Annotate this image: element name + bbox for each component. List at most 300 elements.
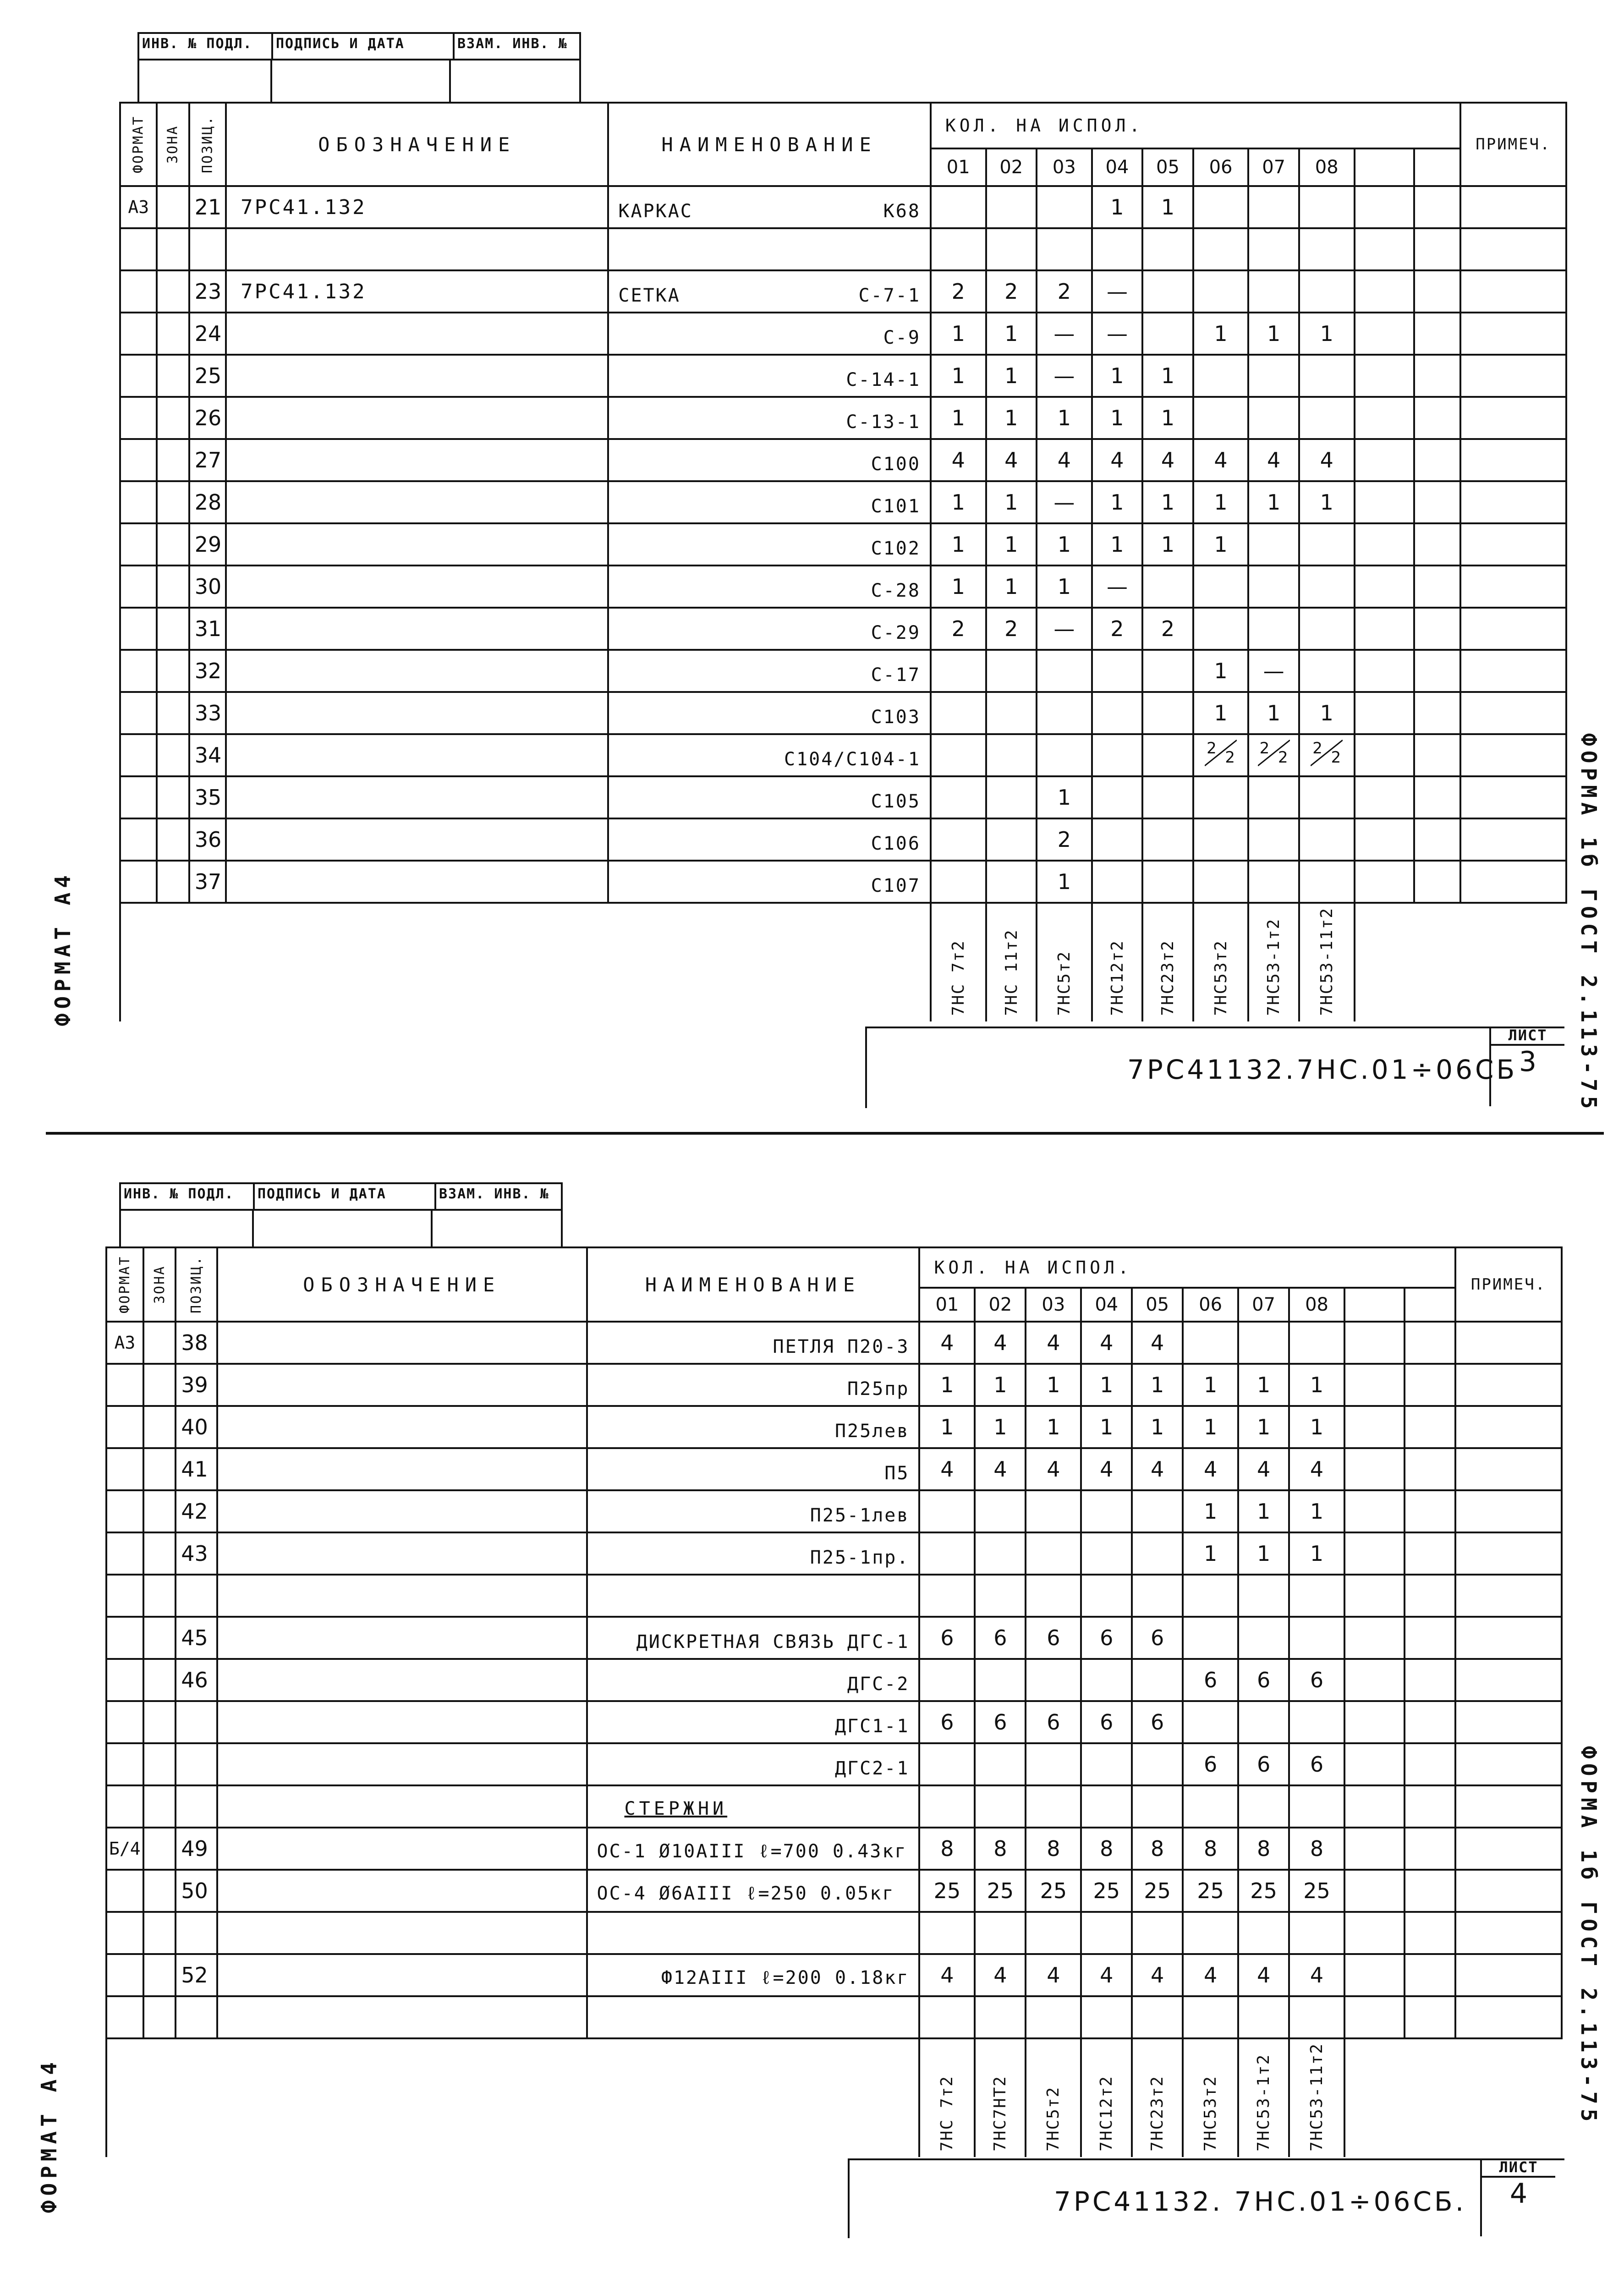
cell-qty-06 <box>1183 1996 1238 2038</box>
name-right: С105 <box>871 791 921 812</box>
cell-qty-06 <box>1193 734 1249 776</box>
cell-extra <box>1405 1575 1455 1617</box>
cell-qty-03: 1 <box>1037 776 1092 818</box>
cell-qty-02: 1 <box>975 1406 1026 1448</box>
cell-extra <box>1344 1617 1405 1659</box>
cell-qty-06: 6 <box>1183 1659 1238 1701</box>
cell-qty-02 <box>975 1659 1026 1701</box>
cell-qty-03: 4 <box>1026 1322 1081 1364</box>
cell-zona <box>157 650 189 692</box>
execution-blank <box>106 2038 919 2157</box>
cell-remarks <box>1460 861 1566 903</box>
cell-qty-05 <box>1142 270 1193 313</box>
cell-qty-06 <box>1193 270 1249 313</box>
cell-qty-01 <box>931 734 986 776</box>
cell-qty-05: 25 <box>1132 1870 1183 1912</box>
exec-col-05: 05 <box>1132 1288 1183 1322</box>
cell-qty-05 <box>1142 776 1193 818</box>
cell-qty-02: 1 <box>986 397 1037 439</box>
cell-qty-08 <box>1299 818 1355 861</box>
cell-zona <box>157 481 189 523</box>
exec-col-blank <box>1405 1288 1455 1322</box>
cell-qty-08: 4 <box>1289 1954 1344 1996</box>
cell-remarks <box>1460 481 1566 523</box>
cell-qty-07 <box>1248 861 1299 903</box>
cell-qty-04: 1 <box>1092 355 1143 397</box>
cell-remarks <box>1460 355 1566 397</box>
cell-qty-04 <box>1081 1996 1132 2038</box>
cell-position: 37 <box>189 861 226 903</box>
cell-qty-05 <box>1142 818 1193 861</box>
cell-position: 38 <box>176 1322 217 1364</box>
cell-qty-02 <box>986 692 1037 734</box>
cell-qty-04: 8 <box>1081 1828 1132 1870</box>
cell-extra <box>1344 1575 1405 1617</box>
table-row <box>120 608 1566 650</box>
cell-designation <box>217 1364 587 1406</box>
cell-qty-08: 1 <box>1299 692 1355 734</box>
cell-qty-01: 6 <box>919 1617 975 1659</box>
cell-qty-05: 4 <box>1132 1954 1183 1996</box>
execution-name: 7НС23т2 <box>1142 903 1193 1021</box>
cell-qty-06: 1 <box>1183 1364 1238 1406</box>
cell-name <box>608 650 931 692</box>
cell-qty-08: 25 <box>1289 1870 1344 1912</box>
cell-zona <box>157 397 189 439</box>
qty-fraction <box>1205 739 1237 767</box>
cell-qty-01: 4 <box>919 1954 975 1996</box>
cell-position: 36 <box>189 818 226 861</box>
cell-qty-01: 1 <box>931 313 986 355</box>
cell-name <box>587 1701 920 1743</box>
cell-format <box>120 818 157 861</box>
cell-designation <box>226 776 608 818</box>
cell-qty-05: 1 <box>1132 1406 1183 1448</box>
cell-qty-06 <box>1183 1575 1238 1617</box>
cell-qty-02 <box>986 776 1037 818</box>
fraction-top: 2 <box>1259 739 1270 758</box>
cell-qty-01: 1 <box>919 1406 975 1448</box>
cell-qty-01: 8 <box>919 1828 975 1870</box>
name-right: ДГС1-1 <box>834 1716 910 1737</box>
cell-qty-05 <box>1132 1996 1183 2038</box>
cell-qty-06 <box>1183 1322 1238 1364</box>
cell-qty-02 <box>986 650 1037 692</box>
cell-format <box>120 692 157 734</box>
name-right: ДГС-2 <box>847 1674 910 1695</box>
name-right: С-7-1 <box>858 285 921 306</box>
cell-extra <box>1355 186 1415 228</box>
cell-zona <box>143 1575 176 1617</box>
cell-qty-07 <box>1238 1575 1289 1617</box>
col-format: ФОРМАТ <box>120 103 157 186</box>
cell-qty-07 <box>1248 355 1299 397</box>
cell-qty-05 <box>1142 650 1193 692</box>
cell-extra <box>1355 355 1415 397</box>
stamp-vzam-inv: ВЗАМ. ИНВ. № <box>457 36 568 52</box>
cell-qty-07 <box>1238 1322 1289 1364</box>
table-row <box>120 313 1566 355</box>
cell-extra <box>1355 481 1415 523</box>
cell-format <box>120 313 157 355</box>
cell-format <box>120 566 157 608</box>
format-label-2: ФОРМАТ А4 <box>37 2058 61 2213</box>
cell-qty-01: 25 <box>919 1870 975 1912</box>
cell-name <box>608 608 931 650</box>
cell-designation <box>217 1659 587 1701</box>
cell-qty-01 <box>919 1490 975 1532</box>
execution-blank <box>120 903 931 1021</box>
cell-qty-06: 6 <box>1183 1743 1238 1785</box>
cell-qty-04: 1 <box>1092 397 1143 439</box>
name-right: С100 <box>871 454 921 475</box>
cell-zona <box>143 1743 176 1785</box>
cell-designation <box>217 1828 587 1870</box>
table-row <box>120 818 1566 861</box>
cell-position <box>176 1575 217 1617</box>
cell-qty-05: 8 <box>1132 1828 1183 1870</box>
cell-remarks <box>1455 1448 1562 1490</box>
cell-extra <box>1355 818 1415 861</box>
spec-table-1 <box>119 102 1567 1021</box>
cell-extra <box>1414 818 1460 861</box>
table-row <box>106 1406 1562 1448</box>
name-right: С102 <box>871 538 921 559</box>
cell-zona <box>157 355 189 397</box>
cell-designation <box>217 1785 587 1828</box>
cell-qty-07 <box>1248 523 1299 566</box>
cell-qty-05 <box>1142 734 1193 776</box>
cell-zona <box>157 270 189 313</box>
cell-zona <box>143 1406 176 1448</box>
exec-col-05: 05 <box>1142 148 1193 186</box>
cell-name <box>608 776 931 818</box>
cell-zona <box>143 1785 176 1828</box>
cell-designation <box>217 1701 587 1743</box>
sheet-1 <box>0 0 1624 1132</box>
cell-extra <box>1355 650 1415 692</box>
cell-qty-06 <box>1193 818 1249 861</box>
cell-qty-01 <box>919 1996 975 2038</box>
cell-zona <box>143 1532 176 1575</box>
cell-name <box>608 397 931 439</box>
cell-qty-07 <box>1248 228 1299 270</box>
cell-extra <box>1414 734 1460 776</box>
cell-qty-02: 6 <box>975 1701 1026 1743</box>
format-label-1: ФОРМАТ А4 <box>50 871 75 1027</box>
execution-name: 7НС7НТ2 <box>975 2038 1026 2157</box>
cell-qty-07 <box>1238 1912 1289 1954</box>
cell-position: 25 <box>189 355 226 397</box>
cell-designation <box>217 1954 587 1996</box>
name-right: С-13-1 <box>846 412 921 433</box>
exec-col-03: 03 <box>1026 1288 1081 1322</box>
name-section-heading: СТЕРЖНИ <box>624 1798 728 1819</box>
col-zona: ЗОНА <box>157 103 189 186</box>
cell-zona <box>157 439 189 481</box>
cell-qty-05 <box>1132 1743 1183 1785</box>
cell-qty-01 <box>931 228 986 270</box>
cell-qty-08 <box>1299 270 1355 313</box>
stamp-inv-podl-2: ИНВ. № ПОДЛ. <box>121 1184 255 1209</box>
cell-qty-03: 6 <box>1026 1701 1081 1743</box>
cell-qty-04: 6 <box>1081 1617 1132 1659</box>
cell-zona <box>157 692 189 734</box>
cell-extra <box>1414 186 1460 228</box>
table-row <box>120 734 1566 776</box>
cell-name <box>608 481 931 523</box>
execution-name: 7НС5т2 <box>1037 903 1092 1021</box>
cell-qty-02 <box>975 1490 1026 1532</box>
cell-qty-02 <box>975 1743 1026 1785</box>
cell-name <box>587 1617 920 1659</box>
cell-position: 40 <box>176 1406 217 1448</box>
cell-qty-04: 6 <box>1081 1701 1132 1743</box>
cell-extra <box>1344 1364 1405 1406</box>
cell-qty-05: 2 <box>1142 608 1193 650</box>
cell-qty-01 <box>931 818 986 861</box>
cell-designation <box>226 734 608 776</box>
execution-name: 7НС12т2 <box>1081 2038 1132 2157</box>
execution-name: 7НС53-11т2 <box>1289 2038 1344 2157</box>
cell-zona <box>143 1659 176 1701</box>
cell-designation <box>226 608 608 650</box>
cell-designation <box>226 818 608 861</box>
cell-extra <box>1344 1785 1405 1828</box>
cell-qty-08 <box>1289 1785 1344 1828</box>
cell-qty-08: 1 <box>1289 1490 1344 1532</box>
name-right: С-29 <box>871 622 921 643</box>
sheet-number-box-2 <box>1480 2158 1555 2236</box>
cell-zona <box>143 1364 176 1406</box>
cell-position: 43 <box>176 1532 217 1575</box>
cell-qty-07: 6 <box>1238 1743 1289 1785</box>
exec-col-03: 03 <box>1037 148 1092 186</box>
cell-name <box>587 1996 920 2038</box>
cell-qty-07: 25 <box>1238 1870 1289 1912</box>
cell-qty-06 <box>1193 776 1249 818</box>
name-right: П25пр <box>847 1378 910 1400</box>
cell-name <box>587 1659 920 1701</box>
cell-qty-07 <box>1238 1996 1289 2038</box>
cell-qty-07 <box>1248 397 1299 439</box>
cell-remarks <box>1455 1575 1562 1617</box>
cell-qty-02 <box>986 734 1037 776</box>
cell-qty-05 <box>1142 692 1193 734</box>
cell-extra <box>1414 903 1460 1021</box>
cell-qty-04: 1 <box>1081 1406 1132 1448</box>
document-code-1: 7РС41132.7НС.01÷06СБ <box>1127 1054 1518 1085</box>
cell-qty-01 <box>931 692 986 734</box>
table-row <box>106 1870 1562 1912</box>
cell-qty-02: 8 <box>975 1828 1026 1870</box>
cell-qty-03: 2 <box>1037 270 1092 313</box>
cell-extra <box>1405 1870 1455 1912</box>
cell-format <box>106 1406 143 1448</box>
qty-fraction <box>1311 739 1343 767</box>
cell-format <box>106 1743 143 1785</box>
cell-remarks <box>1455 1912 1562 1954</box>
cell-position: 42 <box>176 1490 217 1532</box>
cell-qty-01 <box>919 1659 975 1701</box>
cell-remarks <box>1460 818 1566 861</box>
cell-extra <box>1355 270 1415 313</box>
cell-extra <box>1405 2038 1455 2157</box>
cell-qty-08: 1 <box>1299 481 1355 523</box>
cell-position <box>176 1785 217 1828</box>
cell-qty-04 <box>1081 1912 1132 1954</box>
table-row <box>106 1828 1562 1870</box>
cell-position <box>176 1701 217 1743</box>
col-naimenovanie: НАИМЕНОВАНИЕ <box>608 103 931 186</box>
cell-extra <box>1414 355 1460 397</box>
cell-designation <box>217 1490 587 1532</box>
cell-format <box>120 397 157 439</box>
cell-zona <box>157 818 189 861</box>
cell-qty-03: 6 <box>1026 1617 1081 1659</box>
cell-qty-02: 1 <box>986 481 1037 523</box>
cell-qty-08 <box>1299 776 1355 818</box>
cell-position: 41 <box>176 1448 217 1490</box>
cell-qty-06 <box>1193 228 1249 270</box>
cell-designation <box>226 313 608 355</box>
cell-format <box>106 1364 143 1406</box>
cell-qty-02 <box>975 1996 1026 2038</box>
cell-qty-05 <box>1132 1659 1183 1701</box>
cell-extra <box>1405 1364 1455 1406</box>
cell-format: А3 <box>120 186 157 228</box>
cell-name <box>608 734 931 776</box>
cell-qty-04: 4 <box>1081 1322 1132 1364</box>
cell-qty-02 <box>975 1785 1026 1828</box>
cell-qty-08 <box>1289 1996 1344 2038</box>
cell-qty-02: 1 <box>986 523 1037 566</box>
cell-remarks <box>1455 1870 1562 1912</box>
cell-qty-01: 4 <box>919 1448 975 1490</box>
cell-qty-03 <box>1026 1743 1081 1785</box>
execution-name: 7НС 11т2 <box>986 903 1037 1021</box>
cell-qty-07: — <box>1248 650 1299 692</box>
cell-remarks <box>1460 270 1566 313</box>
cell-extra <box>1414 523 1460 566</box>
cell-qty-03: — <box>1037 608 1092 650</box>
cell-qty-08 <box>1299 355 1355 397</box>
col-kol-2: КОЛ. НА ИСПОЛ. <box>919 1247 1455 1288</box>
col-primech-2: ПРИМЕЧ. <box>1455 1247 1562 1322</box>
cell-designation <box>217 1996 587 2038</box>
table-row <box>106 1659 1562 1701</box>
cell-format <box>106 1870 143 1912</box>
table-row <box>106 1954 1562 1996</box>
cell-name <box>587 1490 920 1532</box>
cell-qty-05 <box>1142 566 1193 608</box>
cell-format: Б/4 <box>106 1828 143 1870</box>
cell-qty-02: 4 <box>986 439 1037 481</box>
cell-extra <box>1355 861 1415 903</box>
col-naimenovanie-2: НАИМЕНОВАНИЕ <box>587 1247 920 1322</box>
cell-designation <box>226 566 608 608</box>
cell-qty-01 <box>919 1575 975 1617</box>
col-oboznachenie: ОБОЗНАЧЕНИЕ <box>226 103 608 186</box>
cell-designation <box>226 397 608 439</box>
cell-qty-04 <box>1081 1575 1132 1617</box>
cell-zona <box>157 608 189 650</box>
cell-remarks <box>1455 1996 1562 2038</box>
cell-extra <box>1344 1406 1405 1448</box>
cell-designation <box>226 861 608 903</box>
cell-remarks <box>1460 186 1566 228</box>
cell-name <box>608 270 931 313</box>
cell-extra <box>1414 566 1460 608</box>
cell-extra <box>1344 1490 1405 1532</box>
cell-format <box>120 523 157 566</box>
cell-extra <box>1405 1322 1455 1364</box>
cell-qty-04: 4 <box>1092 439 1143 481</box>
cell-remarks <box>1455 2038 1562 2157</box>
cell-qty-07 <box>1248 186 1299 228</box>
cell-qty-01: 1 <box>931 481 986 523</box>
cell-qty-07 <box>1248 566 1299 608</box>
execution-names-row <box>106 2038 1562 2157</box>
execution-name: 7НС53-1т2 <box>1238 2038 1289 2157</box>
cell-qty-08: 1 <box>1289 1364 1344 1406</box>
cell-extra <box>1344 1322 1405 1364</box>
cell-extra <box>1344 1659 1405 1701</box>
cell-remarks <box>1460 439 1566 481</box>
table-row <box>106 1785 1562 1828</box>
cell-qty-04: 1 <box>1092 186 1143 228</box>
cell-qty-08 <box>1299 861 1355 903</box>
name-right: ДГС2-1 <box>834 1758 910 1779</box>
cell-designation: 7РС41.132 <box>226 186 608 228</box>
cell-qty-08 <box>1299 228 1355 270</box>
table-row <box>120 186 1566 228</box>
cell-qty-08 <box>1289 1322 1344 1364</box>
cell-extra <box>1344 1870 1405 1912</box>
cell-qty-06 <box>1183 1701 1238 1743</box>
cell-extra <box>1344 2038 1405 2157</box>
cell-position: 32 <box>189 650 226 692</box>
name-right: С104/С104-1 <box>784 749 921 770</box>
cell-qty-04 <box>1092 861 1143 903</box>
cell-extra <box>1344 1912 1405 1954</box>
cell-qty-08 <box>1299 608 1355 650</box>
cell-designation <box>217 1448 587 1490</box>
cell-qty-07 <box>1248 270 1299 313</box>
cell-qty-04 <box>1092 776 1143 818</box>
cell-zona <box>143 1954 176 1996</box>
sheet-label-1: ЛИСТ <box>1491 1027 1564 1046</box>
cell-extra <box>1344 1448 1405 1490</box>
name-right: П25-1лев <box>810 1505 910 1526</box>
cell-qty-03 <box>1026 1490 1081 1532</box>
cell-name <box>608 228 931 270</box>
cell-qty-06 <box>1193 566 1249 608</box>
cell-qty-03: 1 <box>1037 566 1092 608</box>
stamp-vzam-inv-2: ВЗАМ. ИНВ. № <box>439 1186 549 1202</box>
cell-qty-04 <box>1092 734 1143 776</box>
cell-remarks <box>1455 1532 1562 1575</box>
cell-qty-07: 4 <box>1238 1448 1289 1490</box>
cell-zona <box>157 776 189 818</box>
cell-name <box>587 1870 920 1912</box>
cell-position: 39 <box>176 1364 217 1406</box>
cell-name <box>587 1743 920 1785</box>
execution-name: 7НС53т2 <box>1183 2038 1238 2157</box>
table-row <box>120 397 1566 439</box>
cell-qty-02: 1 <box>986 566 1037 608</box>
cell-zona <box>143 1828 176 1870</box>
